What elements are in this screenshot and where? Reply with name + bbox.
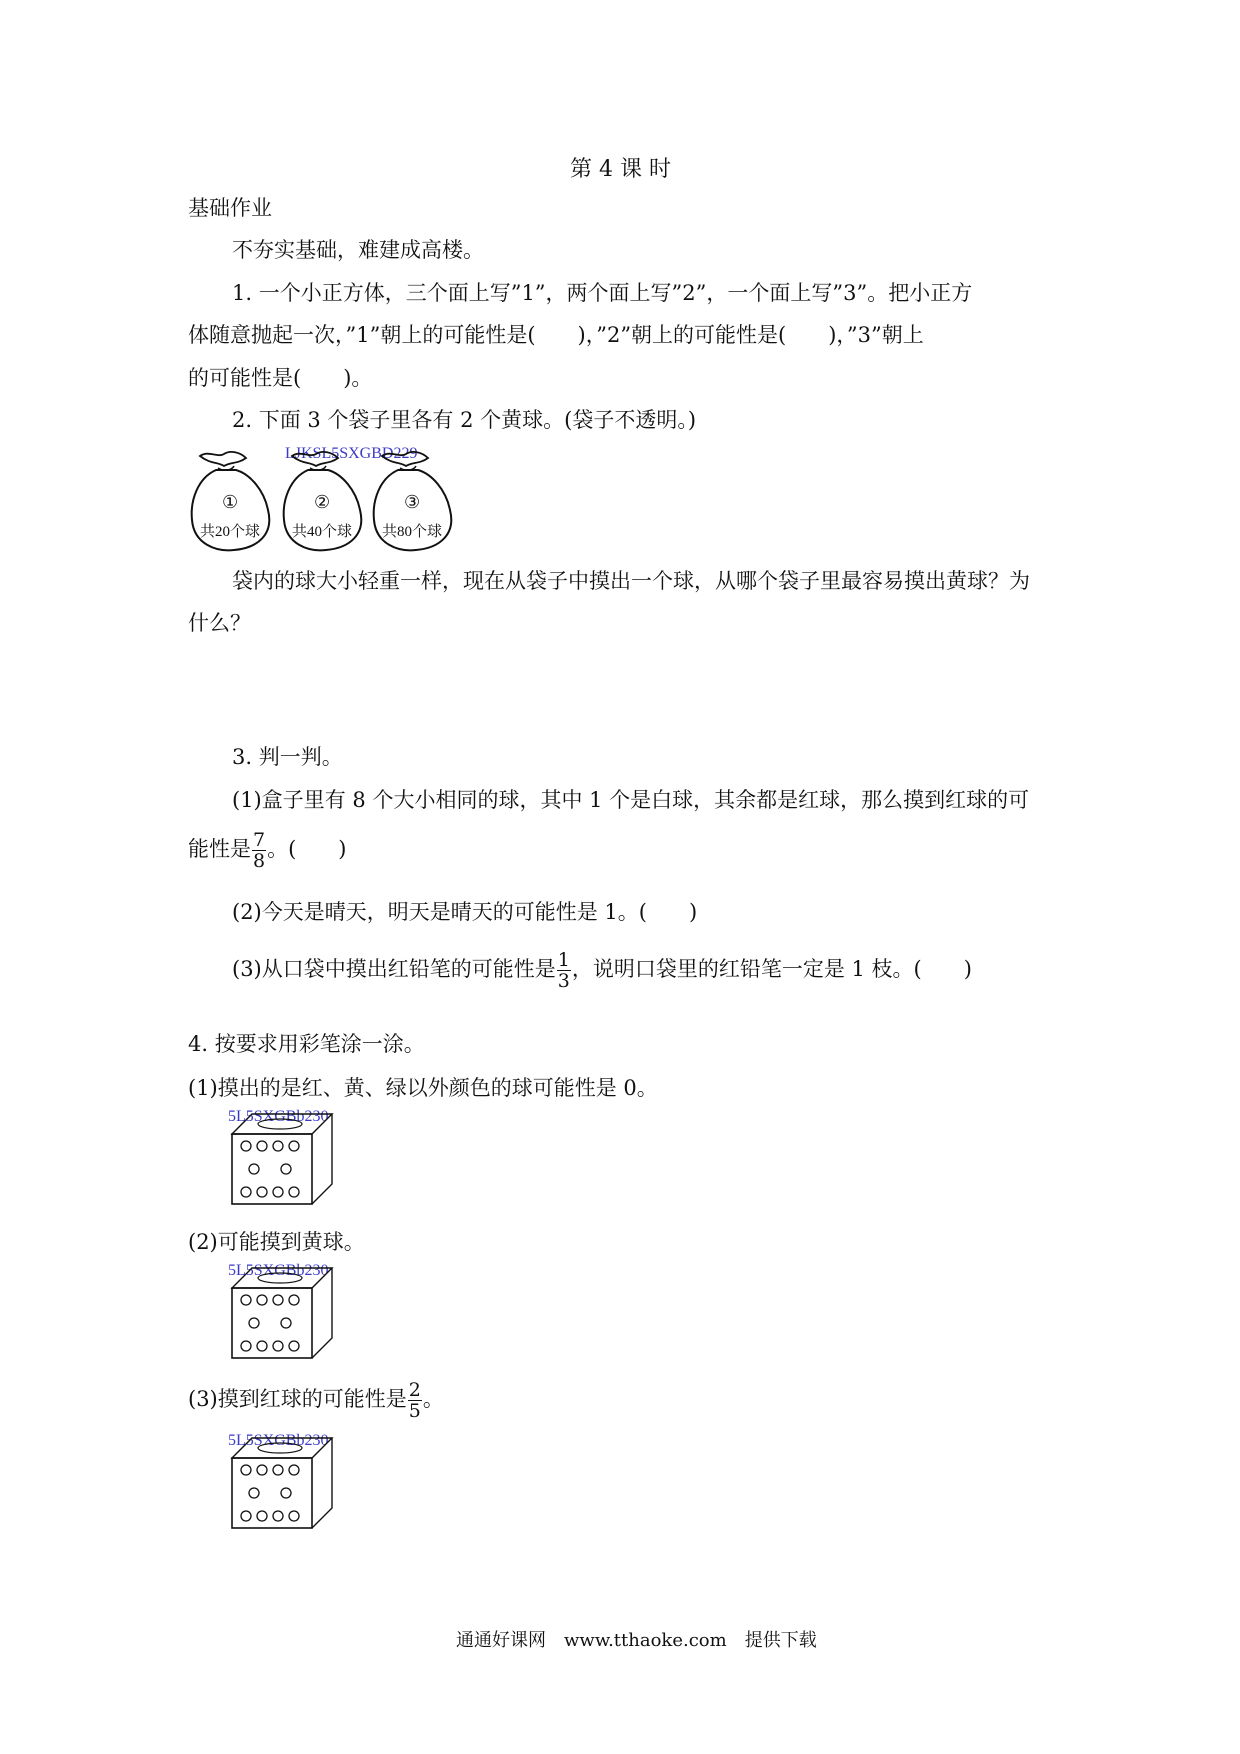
- bags-illustration: [188, 448, 468, 553]
- bag-1-number: ①: [222, 492, 239, 512]
- bag-1-label: 共20个球: [200, 524, 261, 540]
- page-title: 第 4 课 时: [570, 157, 671, 182]
- page-footer: 通通好课网 www.tthaoke.com 提供下载: [456, 1630, 817, 1651]
- fraction-numerator: 7: [253, 829, 266, 851]
- ball-box-3: [228, 1432, 348, 1532]
- fraction-7-8: [252, 830, 266, 871]
- q4-item-3-prefix: (3)摸到红球的可能性是: [188, 1387, 407, 1411]
- q2-question-line-1: 袋内的球大小轻重一样，现在从袋子中摸出一个球，从哪个袋子里最容易摸出黄球？为: [232, 569, 1030, 593]
- ball-box-2: [228, 1262, 348, 1362]
- bag-2-number: ②: [314, 492, 331, 512]
- box-2-watermark: 5L5SXGBb230: [228, 1262, 329, 1279]
- q4-stem: 4. 按要求用彩笔涂一涂。: [188, 1032, 425, 1056]
- q3-item-3: [232, 950, 972, 991]
- q1-line-2: 体随意抛起一次，”1”朝上的可能性是( )，”2”朝上的可能性是( )，”3”朝上: [188, 323, 924, 347]
- q3-item-1-prefix: 能性是: [188, 837, 251, 861]
- fraction-denominator: 8: [253, 850, 266, 872]
- q4-item-3: [188, 1380, 444, 1421]
- box-2-drawing: [228, 1262, 348, 1362]
- q3-item-1-line-2: [188, 830, 346, 871]
- section-heading: 基础作业: [188, 196, 272, 220]
- q1-line-1: 1. 一个小正方体，三个面上写”1”，两个面上写”2”，一个面上写”3”。把小正方: [232, 281, 973, 305]
- box-1-drawing: [228, 1108, 348, 1208]
- bag-3: [374, 452, 452, 550]
- section-motto: 不夯实基础，难建成高楼。: [232, 238, 484, 262]
- q4-item-3-suffix: 。: [422, 1387, 444, 1411]
- fraction-numerator: 1: [557, 949, 570, 971]
- box-1-watermark: 5L5SXGBb230: [228, 1108, 329, 1125]
- q3-item-1-line-1: (1)盒子里有 8 个大小相同的球，其中 1 个是白球，其余都是红球，那么摸到红球的可: [232, 788, 1030, 812]
- bag-2-label: 共40个球: [292, 524, 353, 540]
- ball-box-1: [228, 1108, 348, 1208]
- q3-item-3-suffix: ，说明口袋里的红铅笔一定是 1 枝。( ): [571, 957, 972, 981]
- q2-watermark: LJKSL5SXGBD229: [285, 445, 418, 462]
- bag-2: [284, 452, 362, 550]
- fraction-denominator: 5: [408, 1400, 421, 1422]
- bag-3-number: ③: [404, 492, 421, 512]
- bag-3-label: 共80个球: [382, 524, 443, 540]
- q4-item-1: (1)摸出的是红、黄、绿以外颜色的球可能性是 0。: [188, 1076, 658, 1100]
- box-3-drawing: [228, 1432, 348, 1532]
- q4-item-2: (2)可能摸到黄球。: [188, 1230, 365, 1254]
- q1-line-3: 的可能性是( )。: [188, 366, 373, 390]
- fraction-1-3: [557, 950, 571, 991]
- bag-1: [192, 452, 270, 550]
- q3-item-2: (2)今天是晴天，明天是晴天的可能性是 1。( ): [232, 900, 698, 924]
- fraction-2-5: [408, 1380, 422, 1421]
- q3-item-3-prefix: (3)从口袋中摸出红铅笔的可能性是: [232, 957, 556, 981]
- fraction-denominator: 3: [557, 970, 570, 992]
- q3-item-1-suffix: 。( ): [267, 837, 347, 861]
- box-3-watermark: 5L5SXGBb230: [228, 1432, 329, 1449]
- fraction-numerator: 2: [408, 1379, 421, 1401]
- q2-stem: 2. 下面 3 个袋子里各有 2 个黄球。(袋子不透明。): [232, 408, 697, 432]
- q3-stem: 3. 判一判。: [232, 745, 343, 769]
- q2-question-line-2: 什么？: [188, 611, 251, 635]
